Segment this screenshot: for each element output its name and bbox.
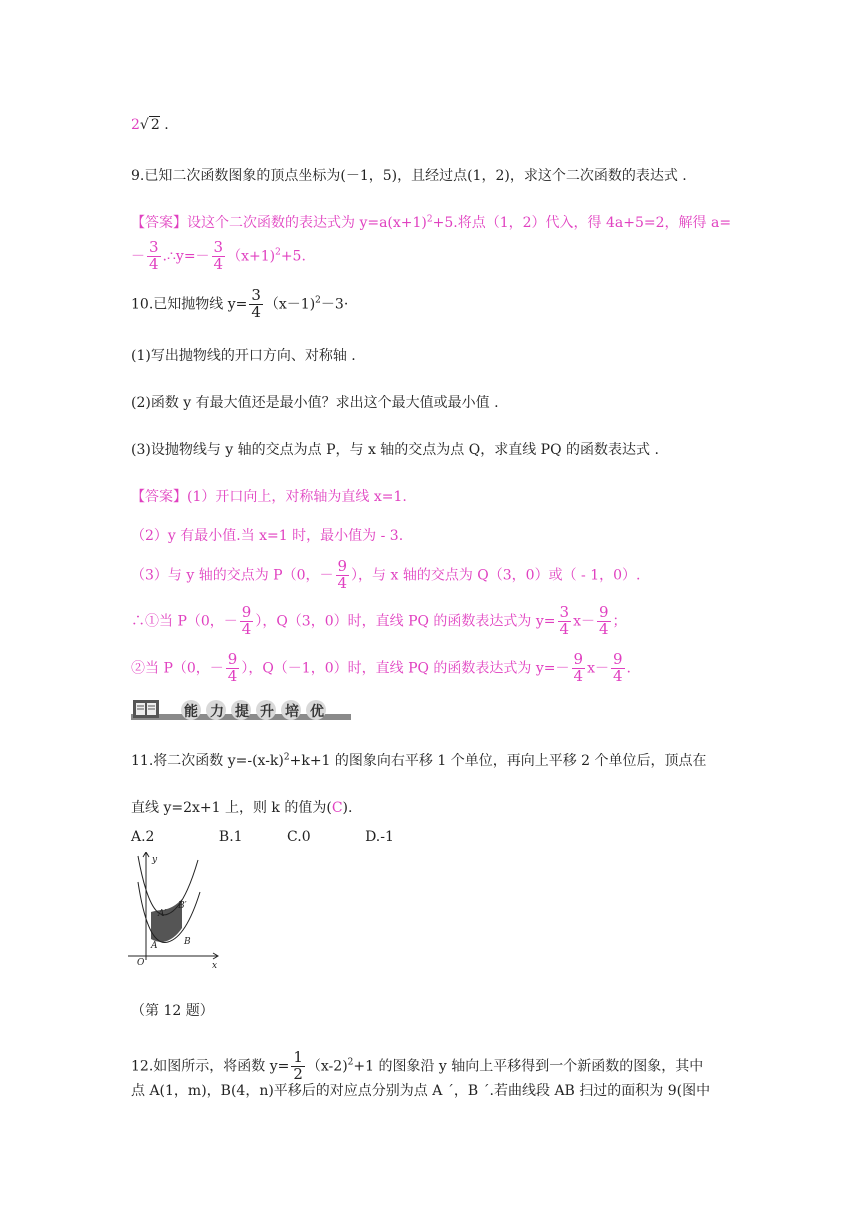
fraction: $\frac{9}{4}$ — [337, 557, 348, 592]
option-d: D.-1 — [365, 829, 394, 845]
answer-9-line1: 【答案】设这个二次函数的表达式为 $y=a(x+1)^2+5$.将点（1，2）代入，得 4a+5=2，解得 a= — [131, 214, 732, 231]
fraction: $\frac{3}{4}$ — [149, 238, 159, 273]
label-a: A — [151, 941, 158, 951]
question-10-part2: (2)函数 y 有最大值还是最小值？求出这个最大值或最小值 . — [131, 395, 499, 411]
banner-title: 能 力 提 升 培 优 — [184, 704, 324, 720]
question-10-part1: (1)写出抛物线的开口方向、对称轴 . — [131, 348, 356, 364]
fraction: $\frac{9}{4}$ — [227, 650, 238, 685]
fraction: $\frac{9}{4}$ — [573, 650, 584, 685]
question-12-line2: 点 A(1，m)，B(4，n)平移后的对应点分别为点 A ˊ，B ˊ.若曲线段 AB 扫过的面积为 9(图中 — [131, 1083, 711, 1099]
options-row — [131, 829, 394, 845]
question-10: 10.已知抛物线 y= $\frac{3}{4}$ （x－1)$^2$－3· — [131, 286, 349, 321]
question-10-part3: (3)设抛物线与 y 轴的交点为点 P，与 x 轴的交点为点 Q，求直线 PQ 的函数表达式 . — [131, 442, 659, 458]
parabola-figure — [128, 852, 220, 972]
section-banner — [131, 696, 351, 726]
question-12-line1: 12.如图所示，将函数 y= $\frac{1}{2}$ （x-2)$^2$+1 的图象沿 y 轴向上平移得到一个新函数的图象，其中 — [131, 1048, 704, 1083]
fraction: $\frac{1}{2}$ — [293, 1048, 303, 1083]
answer-10-part1: 【答案】(1）开口向上，对称轴为直线 x=1. — [131, 489, 407, 505]
label-b: B — [184, 937, 191, 947]
label-a-prime: A′ — [158, 909, 167, 919]
fraction: $\frac{3}{4}$ — [251, 286, 261, 321]
parabola-graph — [128, 852, 220, 972]
label-x: x — [212, 961, 218, 971]
label-b-prime: B′ — [178, 901, 187, 911]
answer-10-case2: ②当 P（0，－ $\frac{9}{4}$ ），Q（－1，0）时，直线 PQ 的函数表达式为 y=－ $\frac{9}{4}$ x－ $\frac{9}{4}$ . — [131, 650, 631, 685]
option-c: C.0 — [287, 829, 311, 845]
label-o: O — [137, 958, 145, 968]
answer-10-case1: ∴①当 P（0，－ $\frac{9}{4}$ ），Q（3，0）时，直线 PQ 的函数表达式为 y= $\frac{3}{4}$ x－ $\frac{9}{4}$ ； — [131, 603, 627, 638]
option-b: B.1 — [218, 829, 243, 845]
fraction: $\frac{3}{4}$ — [213, 238, 224, 273]
question-9: 9.已知二次函数图象的顶点坐标为(－1，5)，且经过点(1，2)，求这个二次函数的表达式 . — [131, 168, 687, 184]
figure-caption: （第 12 题） — [131, 1003, 214, 1019]
answer-9-line2: － $\frac{3}{4}$ .∴y=－ $\frac{3}{4}$ （x+1)$^2$+5. — [131, 238, 306, 273]
fraction: $\frac{9}{4}$ — [241, 603, 252, 638]
label-y: y — [152, 855, 158, 865]
fraction: $\frac{3}{4}$ — [559, 603, 570, 638]
answer-10-part3: （3）与 y 轴的交点为 P（0，－ $\frac{9}{4}$ ），与 x 轴的交点为 Q（3，0）或（ - 1，0）. — [131, 557, 641, 592]
sqrt-symbol: √ 2 — [139, 117, 160, 133]
answer-choice: C — [331, 800, 343, 816]
option-a: A.2 — [131, 829, 155, 845]
answer-10-part2: （2）y 有最小值.当 x=1 时，最小值为 - 3. — [131, 528, 404, 544]
question-11-line1: 11.将二次函数 $y=-(x-k)^2+k+1$ 的图象向右平移 1 个单位，再向上平移 2 个单位后，顶点在 — [131, 752, 707, 769]
line-sqrt-result: 2√ 2 . — [131, 117, 169, 133]
fraction: $\frac{9}{4}$ — [612, 650, 623, 685]
question-11-line2: 直线 y=2x+1 上，则 k 的值为(C). — [131, 800, 353, 816]
fraction: $\frac{9}{4}$ — [598, 603, 609, 638]
